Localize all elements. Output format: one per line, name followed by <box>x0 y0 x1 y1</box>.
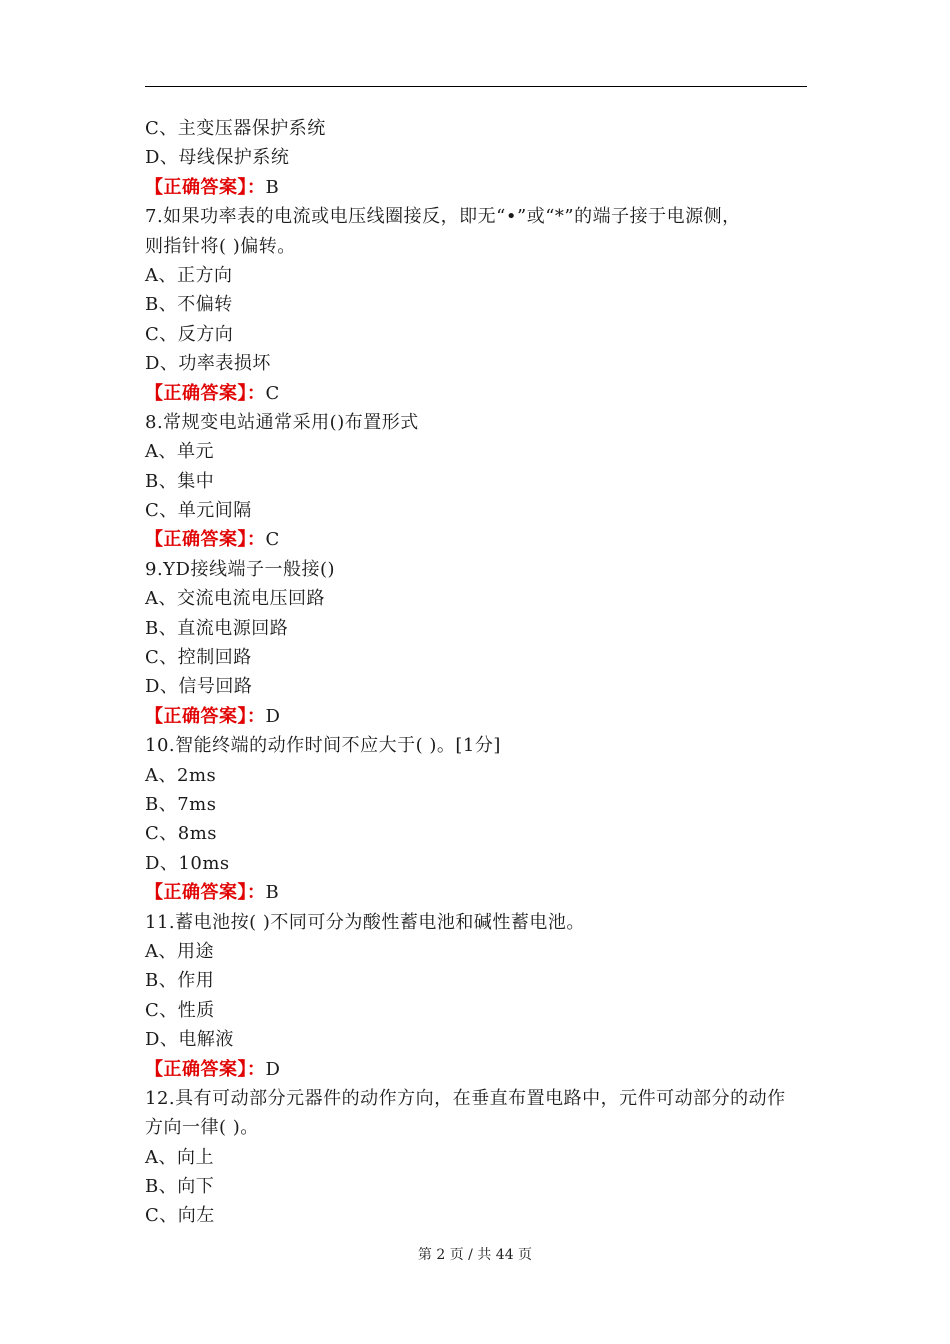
answer-value: C <box>265 382 280 404</box>
header-rule <box>145 86 807 87</box>
text-line: A、正方向 <box>145 264 233 286</box>
text-line: 9.YD接线端子一般接() <box>145 558 336 580</box>
text-line: D、10ms <box>145 852 230 874</box>
text-line: A、单元 <box>145 441 214 463</box>
text-line: D、母线保护系统 <box>145 147 290 169</box>
text-line: C、8ms <box>145 823 218 845</box>
correct-answer-line <box>145 379 810 408</box>
text-line: B、集中 <box>145 470 215 492</box>
answer-label: 【正确答案】 <box>145 1058 247 1080</box>
text-line: A、2ms <box>145 764 217 786</box>
answer-label: 【正确答案】 <box>145 705 247 727</box>
answer-value: C <box>265 529 280 551</box>
text-line: 则指针将( )偏转。 <box>145 235 296 257</box>
answer-separator: ： <box>247 382 266 404</box>
text-line: B、不偏转 <box>145 294 233 316</box>
correct-answer-line <box>145 1055 810 1084</box>
answer-label: 【正确答案】 <box>145 382 247 404</box>
text-line: B、7ms <box>145 793 217 815</box>
text-line: B、直流电源回路 <box>145 617 289 639</box>
page-footer: 第 2 页 / 共 44 页 <box>417 1247 533 1263</box>
answer-label: 【正确答案】 <box>145 176 247 198</box>
text-line: C、反方向 <box>145 323 234 345</box>
answer-separator: ： <box>247 176 266 198</box>
answer-value: D <box>265 1058 281 1080</box>
text-line: D、功率表损坏 <box>145 353 271 375</box>
text-line: D、信号回路 <box>145 676 253 698</box>
text-line: 8.常规变电站通常采用()布置形式 <box>145 411 419 433</box>
question-content <box>145 114 810 1231</box>
correct-answer-line <box>145 173 810 202</box>
answer-separator: ： <box>247 705 266 727</box>
text-line: 12.具有可动部分元器件的动作方向，在垂直布置电路中，元件可动部分的动作 <box>145 1087 786 1109</box>
answer-label: 【正确答案】 <box>145 529 247 551</box>
answer-separator: ： <box>247 882 266 904</box>
correct-answer-line <box>145 878 810 907</box>
answer-separator: ： <box>247 529 266 551</box>
answer-label: 【正确答案】 <box>145 882 247 904</box>
text-line: C、单元间隔 <box>145 500 252 522</box>
text-line: B、作用 <box>145 970 215 992</box>
correct-answer-line <box>145 702 810 731</box>
answer-value: B <box>265 882 280 904</box>
answer-value: D <box>265 705 281 727</box>
text-line: C、向左 <box>145 1205 215 1227</box>
text-line: 10.智能终端的动作时间不应大于( )。[1分] <box>145 735 501 757</box>
text-line: 方向一律( )。 <box>145 1117 259 1139</box>
text-line: 11.蓄电池按( )不同可分为酸性蓄电池和碱性蓄电池。 <box>145 911 585 933</box>
text-line: A、向上 <box>145 1146 214 1168</box>
text-line: A、交流电流电压回路 <box>145 588 325 610</box>
text-line: C、性质 <box>145 999 215 1021</box>
text-line: 7.如果功率表的电流或电压线圈接反，即无“•”或“*”的端子接于电源侧， <box>145 206 741 228</box>
text-line: C、主变压器保护系统 <box>145 118 326 139</box>
answer-value: B <box>265 176 280 198</box>
answer-separator: ： <box>247 1058 266 1080</box>
correct-answer-line <box>145 525 810 554</box>
text-line: A、用途 <box>145 940 214 962</box>
text-line: B、向下 <box>145 1176 215 1198</box>
text-line: C、控制回路 <box>145 647 252 669</box>
text-line: D、电解液 <box>145 1029 234 1051</box>
